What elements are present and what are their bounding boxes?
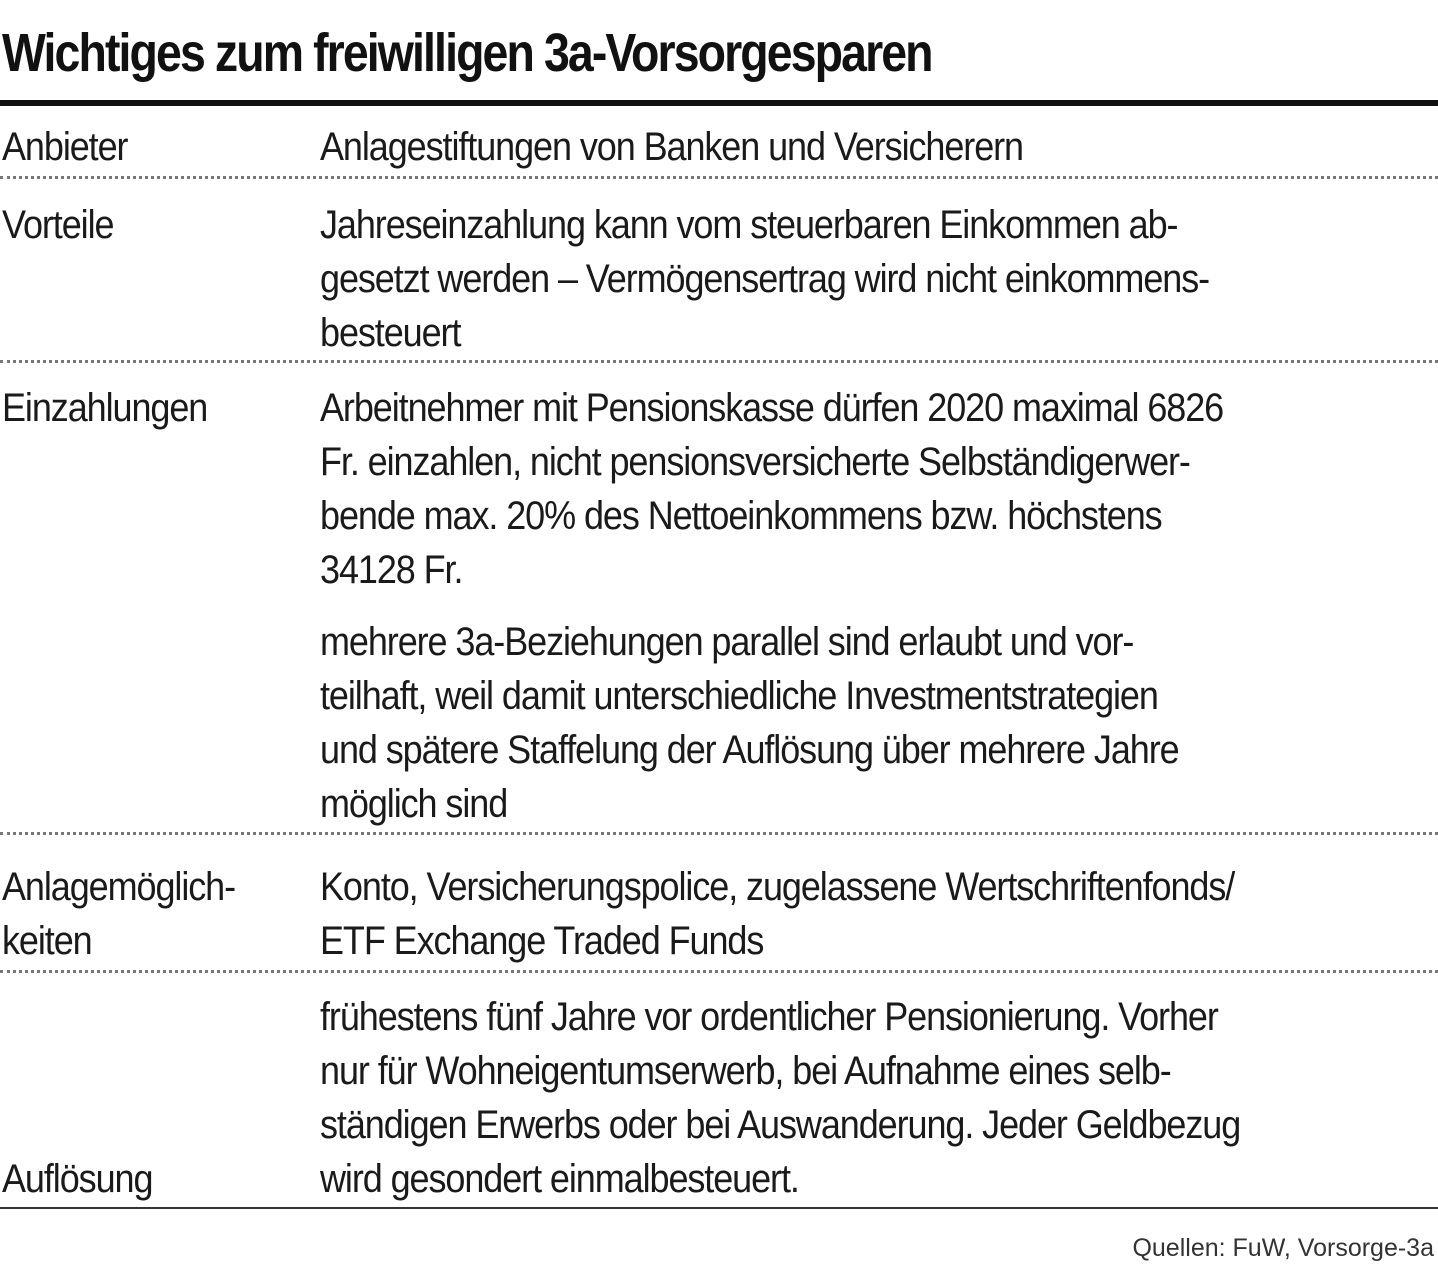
row-divider <box>0 360 1438 363</box>
page-title: Wichtiges zum freiwilligen 3a-Vorsorgesparen <box>2 23 932 83</box>
title-rule <box>0 100 1438 106</box>
table-bottom-rule <box>0 1207 1438 1209</box>
source-note: Quellen: FuW, Vorsorge-3a <box>1132 1234 1434 1262</box>
row-label-vorteile: Vorteile <box>2 203 114 247</box>
row-label-einzahlungen: Einzahlungen <box>2 386 208 430</box>
row-label-anlagemoeglichkeiten: Anlagemöglich- keiten <box>2 865 236 963</box>
row-text-vorteile: Jahreseinzahlung kann vom steuerbaren Einkommen ab- gesetzt werden – Vermögensertrag wird nicht einkommens- besteuert <box>320 203 1210 355</box>
row-divider <box>0 970 1438 973</box>
row-label-anbieter: Anbieter <box>2 125 128 169</box>
row-text-anlagemoeglichkeiten: Konto, Versicherungspolice, zugelassene Wertschriftenfonds/ ETF Exchange Traded Funds <box>320 865 1235 963</box>
row-text-anbieter: Anlagestiftungen von Banken und Versicherern <box>320 125 1023 169</box>
row-text-einzahlungen: Arbeitnehmer mit Pensionskasse dürfen 2020 maximal 6826 Fr. einzahlen, nicht pensionsversicherte Selbständigerwer- bende max. 20% des Nettoeinkommens bzw. höchstens 34128 Fr. <box>320 386 1224 592</box>
row-divider <box>0 176 1438 179</box>
row-text-aufloesung: frühestens fünf Jahre vor ordentlicher Pensionierung. Vorher nur für Wohneigentumserwerb, bei Aufnahme eines selb- ständigen Erwerbs oder bei Auswanderung. Jeder Geldbezug wird gesondert einmalbesteuert. <box>320 995 1241 1201</box>
row-text-einzahlungen-note: mehrere 3a-Beziehungen parallel sind erlaubt und vor- teilhaft, weil damit unterschiedliche Investmentstrategien und spätere Staffelung der Auflösung über mehrere Jahre möglich sind <box>320 620 1179 826</box>
row-divider <box>0 832 1438 835</box>
row-label-aufloesung: Auflösung <box>2 1157 153 1201</box>
